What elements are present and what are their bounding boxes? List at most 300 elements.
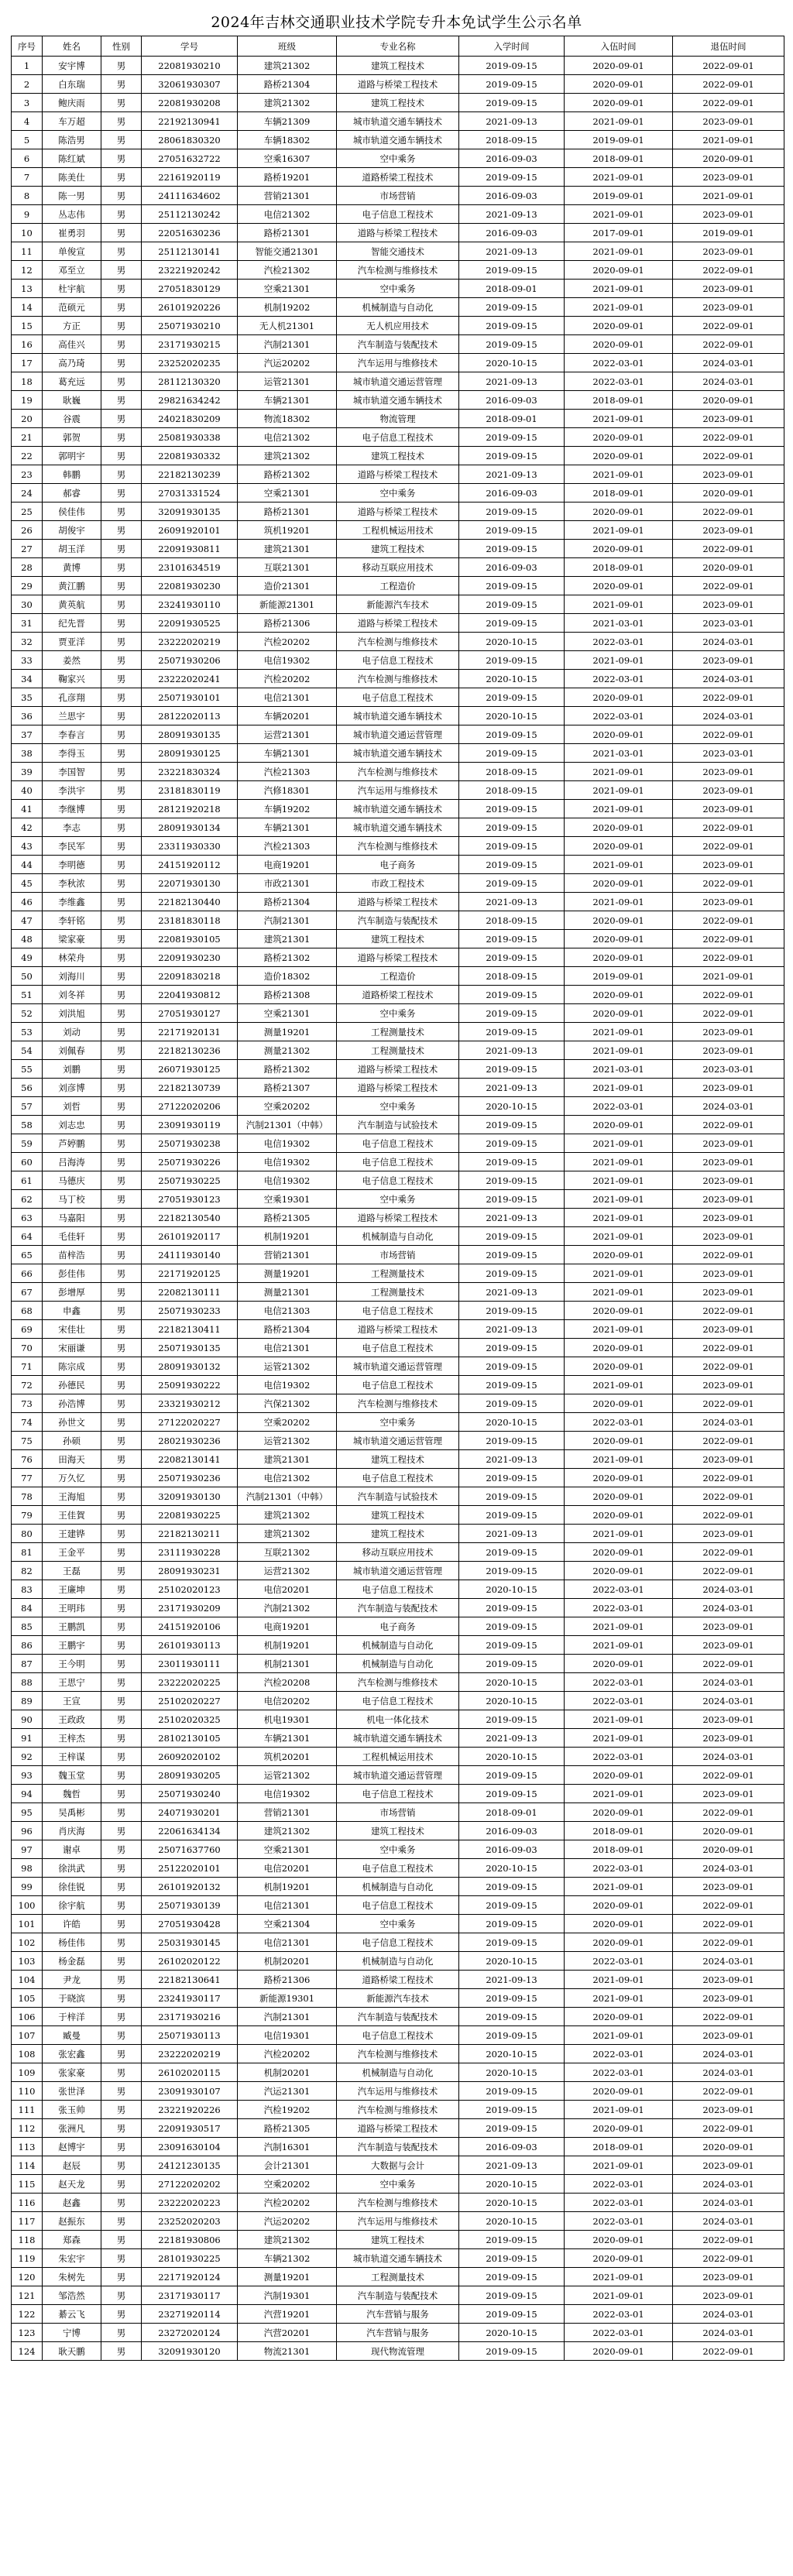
cell-name: 陈红斌 bbox=[43, 149, 101, 168]
cell-enlist-date: 2018-09-01 bbox=[565, 391, 673, 410]
cell-enroll-date: 2019-09-15 bbox=[459, 577, 565, 595]
cell-major: 空中乘务 bbox=[337, 1190, 459, 1209]
cell-enlist-date: 2021-09-01 bbox=[565, 1450, 673, 1469]
cell-class: 运管21301 bbox=[238, 372, 337, 391]
cell-enlist-date: 2021-03-01 bbox=[565, 614, 673, 633]
table-row bbox=[12, 2212, 784, 2231]
cell-index: 31 bbox=[12, 614, 43, 633]
cell-discharge-date: 2021-09-01 bbox=[673, 131, 784, 149]
cell-enroll-date: 2019-09-15 bbox=[459, 1766, 565, 1785]
cell-enlist-date: 2022-03-01 bbox=[565, 2175, 673, 2194]
table-row bbox=[12, 2045, 784, 2063]
cell-enlist-date: 2021-09-01 bbox=[565, 1209, 673, 1227]
cell-student-id: 28091930205 bbox=[142, 1766, 238, 1785]
cell-index: 57 bbox=[12, 1097, 43, 1116]
cell-gender: 男 bbox=[101, 280, 142, 298]
cell-enlist-date: 2020-09-01 bbox=[565, 1432, 673, 1450]
cell-class: 路桥21304 bbox=[238, 75, 337, 94]
cell-gender: 男 bbox=[101, 2268, 142, 2286]
cell-student-id: 28091930231 bbox=[142, 1562, 238, 1580]
cell-name: 尹龙 bbox=[43, 1971, 101, 1989]
table-row bbox=[12, 1710, 784, 1729]
cell-enroll-date: 2020-10-15 bbox=[459, 354, 565, 372]
cell-enroll-date: 2020-10-15 bbox=[459, 2324, 565, 2342]
table-body bbox=[12, 57, 784, 2361]
cell-enlist-date: 2020-09-01 bbox=[565, 725, 673, 744]
cell-major: 电子信息工程技术 bbox=[337, 1692, 459, 1710]
cell-major: 物流管理 bbox=[337, 410, 459, 428]
cell-gender: 男 bbox=[101, 1896, 142, 1915]
cell-class: 机电19301 bbox=[238, 1710, 337, 1729]
cell-enlist-date: 2021-09-01 bbox=[565, 1023, 673, 1041]
cell-class: 汽制21301（中韩） bbox=[238, 1116, 337, 1134]
cell-enlist-date: 2020-09-01 bbox=[565, 1915, 673, 1933]
cell-discharge-date: 2022-09-01 bbox=[673, 94, 784, 112]
cell-enroll-date: 2019-09-15 bbox=[459, 2249, 565, 2268]
cell-student-id: 26071930125 bbox=[142, 1060, 238, 1079]
cell-enroll-date: 2020-10-15 bbox=[459, 1413, 565, 1432]
cell-enlist-date: 2021-09-01 bbox=[565, 1729, 673, 1748]
cell-index: 12 bbox=[12, 261, 43, 280]
cell-student-id: 23171930209 bbox=[142, 1599, 238, 1617]
cell-enroll-date: 2018-09-15 bbox=[459, 131, 565, 149]
cell-enroll-date: 2016-09-03 bbox=[459, 2138, 565, 2156]
cell-discharge-date: 2022-09-01 bbox=[673, 1339, 784, 1357]
cell-major: 汽车运用与维修技术 bbox=[337, 2212, 459, 2231]
cell-enroll-date: 2019-09-15 bbox=[459, 1116, 565, 1134]
cell-major: 道路与桥梁工程技术 bbox=[337, 614, 459, 633]
cell-enroll-date: 2019-09-15 bbox=[459, 837, 565, 856]
cell-class: 测量19201 bbox=[238, 1023, 337, 1041]
cell-name: 王政政 bbox=[43, 1710, 101, 1729]
cell-index: 88 bbox=[12, 1673, 43, 1692]
cell-enroll-date: 2018-09-01 bbox=[459, 410, 565, 428]
cell-major: 新能源汽车技术 bbox=[337, 1989, 459, 2008]
cell-name: 魏哲 bbox=[43, 1785, 101, 1803]
table-row bbox=[12, 1840, 784, 1859]
cell-name: 高佳兴 bbox=[43, 335, 101, 354]
cell-enlist-date: 2020-09-01 bbox=[565, 1562, 673, 1580]
cell-gender: 男 bbox=[101, 1599, 142, 1617]
cell-name: 杨佳伟 bbox=[43, 1933, 101, 1952]
cell-enlist-date: 2021-09-01 bbox=[565, 1636, 673, 1655]
cell-class: 营销21301 bbox=[238, 1803, 337, 1822]
cell-major: 电子信息工程技术 bbox=[337, 1933, 459, 1952]
cell-major: 城市轨道交通车辆技术 bbox=[337, 131, 459, 149]
cell-gender: 男 bbox=[101, 131, 142, 149]
cell-name: 刘哲 bbox=[43, 1097, 101, 1116]
cell-class: 空乘20202 bbox=[238, 1097, 337, 1116]
table-row bbox=[12, 1264, 784, 1283]
cell-major: 城市轨道交通运营管理 bbox=[337, 1432, 459, 1450]
cell-name: 孙硕 bbox=[43, 1432, 101, 1450]
cell-class: 路桥21307 bbox=[238, 1079, 337, 1097]
cell-major: 无人机应用技术 bbox=[337, 317, 459, 335]
cell-index: 70 bbox=[12, 1339, 43, 1357]
cell-enroll-date: 2020-10-15 bbox=[459, 2212, 565, 2231]
cell-discharge-date: 2023-09-01 bbox=[673, 893, 784, 911]
cell-major: 机械制造与自动化 bbox=[337, 2063, 459, 2082]
cell-name: 胡俊宇 bbox=[43, 521, 101, 540]
cell-class: 汽制21301 bbox=[238, 335, 337, 354]
cell-class: 机制19201 bbox=[238, 1227, 337, 1246]
cell-enlist-date: 2020-09-01 bbox=[565, 2342, 673, 2361]
cell-enroll-date: 2019-09-15 bbox=[459, 651, 565, 670]
cell-major: 电子信息工程技术 bbox=[337, 1302, 459, 1320]
header-discharge-date: 退伍时间 bbox=[673, 36, 784, 57]
cell-gender: 男 bbox=[101, 465, 142, 484]
cell-student-id: 22082130111 bbox=[142, 1283, 238, 1302]
cell-discharge-date: 2022-09-01 bbox=[673, 1896, 784, 1915]
cell-major: 汽车制造与装配技术 bbox=[337, 2286, 459, 2305]
table-row bbox=[12, 1432, 784, 1450]
cell-discharge-date: 2023-09-01 bbox=[673, 465, 784, 484]
header-student-id: 学号 bbox=[142, 36, 238, 57]
cell-enlist-date: 2022-03-01 bbox=[565, 2212, 673, 2231]
cell-discharge-date: 2023-09-01 bbox=[673, 242, 784, 261]
cell-class: 建筑21302 bbox=[238, 94, 337, 112]
table-row bbox=[12, 1896, 784, 1915]
table-row bbox=[12, 1153, 784, 1171]
cell-name: 崔勇羽 bbox=[43, 224, 101, 242]
table-row bbox=[12, 1487, 784, 1506]
cell-student-id: 22081930332 bbox=[142, 447, 238, 465]
cell-major: 道路与桥梁工程技术 bbox=[337, 465, 459, 484]
cell-class: 新能源21301 bbox=[238, 595, 337, 614]
cell-name: 赵鑫 bbox=[43, 2194, 101, 2212]
cell-discharge-date: 2024-03-01 bbox=[673, 633, 784, 651]
cell-discharge-date: 2022-09-01 bbox=[673, 75, 784, 94]
cell-class: 汽检20202 bbox=[238, 633, 337, 651]
cell-discharge-date: 2024-03-01 bbox=[673, 2063, 784, 2082]
student-roster-table bbox=[11, 36, 784, 2361]
cell-discharge-date: 2020-09-01 bbox=[673, 2138, 784, 2156]
cell-enlist-date: 2020-09-01 bbox=[565, 503, 673, 521]
cell-enroll-date: 2019-09-15 bbox=[459, 1933, 565, 1952]
cell-student-id: 27051632722 bbox=[142, 149, 238, 168]
cell-discharge-date: 2023-09-01 bbox=[673, 1134, 784, 1153]
cell-student-id: 23091630104 bbox=[142, 2138, 238, 2156]
cell-enlist-date: 2021-03-01 bbox=[565, 1060, 673, 1079]
cell-student-id: 27122020227 bbox=[142, 1413, 238, 1432]
cell-enroll-date: 2019-09-15 bbox=[459, 2286, 565, 2305]
cell-name: 陈一男 bbox=[43, 187, 101, 205]
cell-gender: 男 bbox=[101, 1469, 142, 1487]
table-row bbox=[12, 149, 784, 168]
cell-discharge-date: 2022-09-01 bbox=[673, 2082, 784, 2101]
table-row bbox=[12, 1413, 784, 1432]
cell-major: 建筑工程技术 bbox=[337, 1450, 459, 1469]
cell-major: 道路桥梁工程技术 bbox=[337, 1971, 459, 1989]
cell-enlist-date: 2020-09-01 bbox=[565, 75, 673, 94]
cell-discharge-date: 2024-03-01 bbox=[673, 707, 784, 725]
cell-index: 122 bbox=[12, 2305, 43, 2324]
cell-name: 林荣舟 bbox=[43, 948, 101, 967]
table-row bbox=[12, 781, 784, 800]
cell-student-id: 25071930210 bbox=[142, 317, 238, 335]
cell-enlist-date: 2020-09-01 bbox=[565, 911, 673, 930]
table-row bbox=[12, 261, 784, 280]
cell-gender: 男 bbox=[101, 1283, 142, 1302]
cell-gender: 男 bbox=[101, 1134, 142, 1153]
cell-gender: 男 bbox=[101, 428, 142, 447]
cell-enroll-date: 2021-09-13 bbox=[459, 1450, 565, 1469]
cell-name: 马德庆 bbox=[43, 1171, 101, 1190]
cell-enlist-date: 2021-09-01 bbox=[565, 2286, 673, 2305]
cell-class: 汽制21302 bbox=[238, 1599, 337, 1617]
table-row bbox=[12, 1376, 784, 1394]
cell-enroll-date: 2019-09-15 bbox=[459, 447, 565, 465]
table-row bbox=[12, 2231, 784, 2249]
cell-enroll-date: 2019-09-15 bbox=[459, 1896, 565, 1915]
table-row bbox=[12, 1785, 784, 1803]
cell-enroll-date: 2019-09-15 bbox=[459, 800, 565, 818]
cell-student-id: 23171930215 bbox=[142, 335, 238, 354]
cell-enroll-date: 2019-09-15 bbox=[459, 874, 565, 893]
table-row bbox=[12, 205, 784, 224]
cell-class: 空乘21301 bbox=[238, 1004, 337, 1023]
cell-enlist-date: 2022-03-01 bbox=[565, 372, 673, 391]
cell-major: 电子信息工程技术 bbox=[337, 1469, 459, 1487]
cell-gender: 男 bbox=[101, 1060, 142, 1079]
table-row bbox=[12, 1023, 784, 1041]
cell-name: 臧曼 bbox=[43, 2026, 101, 2045]
cell-gender: 男 bbox=[101, 1302, 142, 1320]
cell-index: 51 bbox=[12, 986, 43, 1004]
cell-major: 汽车制造与试验技术 bbox=[337, 1116, 459, 1134]
cell-index: 81 bbox=[12, 1543, 43, 1562]
cell-index: 41 bbox=[12, 800, 43, 818]
cell-enroll-date: 2019-09-15 bbox=[459, 168, 565, 187]
cell-gender: 男 bbox=[101, 57, 142, 75]
cell-student-id: 25102020227 bbox=[142, 1692, 238, 1710]
cell-name: 苗梓浩 bbox=[43, 1246, 101, 1264]
cell-student-id: 26101930113 bbox=[142, 1636, 238, 1655]
cell-enlist-date: 2021-09-01 bbox=[565, 2101, 673, 2119]
cell-class: 电信21302 bbox=[238, 205, 337, 224]
cell-gender: 男 bbox=[101, 521, 142, 540]
table-row bbox=[12, 1283, 784, 1302]
cell-enroll-date: 2021-09-13 bbox=[459, 372, 565, 391]
cell-class: 汽制21301 bbox=[238, 911, 337, 930]
cell-gender: 男 bbox=[101, 1655, 142, 1673]
cell-major: 城市轨道交通车辆技术 bbox=[337, 818, 459, 837]
cell-class: 车辆21309 bbox=[238, 112, 337, 131]
table-row bbox=[12, 1525, 784, 1543]
cell-gender: 男 bbox=[101, 651, 142, 670]
cell-enlist-date: 2020-09-01 bbox=[565, 428, 673, 447]
cell-enlist-date: 2021-09-01 bbox=[565, 1283, 673, 1302]
cell-major: 工程造价 bbox=[337, 967, 459, 986]
cell-index: 109 bbox=[12, 2063, 43, 2082]
cell-enlist-date: 2021-09-01 bbox=[565, 1525, 673, 1543]
cell-gender: 男 bbox=[101, 1023, 142, 1041]
table-row bbox=[12, 2305, 784, 2324]
cell-class: 电信21301 bbox=[238, 1896, 337, 1915]
cell-enroll-date: 2019-09-15 bbox=[459, 1432, 565, 1450]
table-row bbox=[12, 2119, 784, 2138]
table-row bbox=[12, 2324, 784, 2342]
cell-major: 工程机械运用技术 bbox=[337, 521, 459, 540]
cell-student-id: 22091830218 bbox=[142, 967, 238, 986]
table-row bbox=[12, 224, 784, 242]
cell-major: 城市轨道交通车辆技术 bbox=[337, 800, 459, 818]
table-row bbox=[12, 1394, 784, 1413]
cell-class: 汽运21301 bbox=[238, 2082, 337, 2101]
cell-index: 29 bbox=[12, 577, 43, 595]
cell-index: 19 bbox=[12, 391, 43, 410]
cell-class: 营销21301 bbox=[238, 187, 337, 205]
cell-enroll-date: 2019-09-15 bbox=[459, 1004, 565, 1023]
cell-major: 城市轨道交通运营管理 bbox=[337, 1562, 459, 1580]
cell-index: 22 bbox=[12, 447, 43, 465]
cell-student-id: 25122020101 bbox=[142, 1859, 238, 1878]
cell-class: 电信19302 bbox=[238, 651, 337, 670]
cell-name: 安宇博 bbox=[43, 57, 101, 75]
cell-major: 汽车制造与装配技术 bbox=[337, 911, 459, 930]
table-row bbox=[12, 818, 784, 837]
cell-gender: 男 bbox=[101, 540, 142, 558]
cell-enlist-date: 2022-03-01 bbox=[565, 670, 673, 688]
cell-enroll-date: 2020-10-15 bbox=[459, 670, 565, 688]
cell-index: 102 bbox=[12, 1933, 43, 1952]
cell-index: 36 bbox=[12, 707, 43, 725]
cell-enlist-date: 2021-09-01 bbox=[565, 410, 673, 428]
cell-enroll-date: 2018-09-15 bbox=[459, 763, 565, 781]
cell-student-id: 26101920132 bbox=[142, 1878, 238, 1896]
cell-index: 40 bbox=[12, 781, 43, 800]
cell-gender: 男 bbox=[101, 2082, 142, 2101]
cell-enroll-date: 2020-10-15 bbox=[459, 1692, 565, 1710]
cell-discharge-date: 2021-09-01 bbox=[673, 187, 784, 205]
cell-enlist-date: 2018-09-01 bbox=[565, 1822, 673, 1840]
cell-name: 孔彦翔 bbox=[43, 688, 101, 707]
cell-gender: 男 bbox=[101, 1989, 142, 2008]
cell-student-id: 28021930236 bbox=[142, 1432, 238, 1450]
cell-major: 城市轨道交通运营管理 bbox=[337, 1357, 459, 1376]
cell-index: 74 bbox=[12, 1413, 43, 1432]
cell-enlist-date: 2021-09-01 bbox=[565, 1079, 673, 1097]
cell-enroll-date: 2019-09-15 bbox=[459, 1153, 565, 1171]
cell-student-id: 23222020225 bbox=[142, 1673, 238, 1692]
cell-name: 孙浩博 bbox=[43, 1394, 101, 1413]
cell-index: 119 bbox=[12, 2249, 43, 2268]
cell-major: 电子信息工程技术 bbox=[337, 2026, 459, 2045]
cell-discharge-date: 2022-09-01 bbox=[673, 1562, 784, 1580]
cell-discharge-date: 2023-09-01 bbox=[673, 1636, 784, 1655]
cell-discharge-date: 2023-09-01 bbox=[673, 2156, 784, 2175]
cell-major: 汽车检测与维修技术 bbox=[337, 2194, 459, 2212]
cell-gender: 男 bbox=[101, 986, 142, 1004]
cell-enroll-date: 2021-09-13 bbox=[459, 1079, 565, 1097]
cell-enlist-date: 2021-09-01 bbox=[565, 242, 673, 261]
cell-index: 47 bbox=[12, 911, 43, 930]
cell-name: 张宏鑫 bbox=[43, 2045, 101, 2063]
cell-class: 车辆21302 bbox=[238, 2249, 337, 2268]
cell-discharge-date: 2022-09-01 bbox=[673, 1543, 784, 1562]
cell-index: 15 bbox=[12, 317, 43, 335]
cell-major: 电子商务 bbox=[337, 1617, 459, 1636]
cell-class: 电信19302 bbox=[238, 1153, 337, 1171]
cell-gender: 男 bbox=[101, 372, 142, 391]
cell-name: 黄英航 bbox=[43, 595, 101, 614]
cell-name: 芦婷鹏 bbox=[43, 1134, 101, 1153]
cell-enroll-date: 2019-09-15 bbox=[459, 2305, 565, 2324]
cell-name: 赵博宇 bbox=[43, 2138, 101, 2156]
cell-enroll-date: 2019-09-15 bbox=[459, 75, 565, 94]
cell-enlist-date: 2022-03-01 bbox=[565, 354, 673, 372]
cell-name: 李秋浓 bbox=[43, 874, 101, 893]
cell-gender: 男 bbox=[101, 1320, 142, 1339]
cell-discharge-date: 2023-09-01 bbox=[673, 1227, 784, 1246]
cell-student-id: 23222020223 bbox=[142, 2194, 238, 2212]
cell-gender: 男 bbox=[101, 1264, 142, 1283]
cell-student-id: 26101920117 bbox=[142, 1227, 238, 1246]
cell-gender: 男 bbox=[101, 2008, 142, 2026]
cell-gender: 男 bbox=[101, 1636, 142, 1655]
table-row bbox=[12, 75, 784, 94]
cell-student-id: 22081930208 bbox=[142, 94, 238, 112]
cell-class: 电信20201 bbox=[238, 1580, 337, 1599]
cell-student-id: 22081930105 bbox=[142, 930, 238, 948]
cell-discharge-date: 2022-09-01 bbox=[673, 1803, 784, 1822]
cell-enroll-date: 2019-09-15 bbox=[459, 261, 565, 280]
cell-name: 葛充远 bbox=[43, 372, 101, 391]
cell-major: 工程测量技术 bbox=[337, 1283, 459, 1302]
cell-discharge-date: 2023-09-01 bbox=[673, 1171, 784, 1190]
cell-enroll-date: 2019-09-15 bbox=[459, 1190, 565, 1209]
cell-enlist-date: 2021-09-01 bbox=[565, 1710, 673, 1729]
cell-enlist-date: 2018-09-01 bbox=[565, 149, 673, 168]
cell-enroll-date: 2019-09-15 bbox=[459, 2101, 565, 2119]
cell-class: 互联21301 bbox=[238, 558, 337, 577]
cell-name: 姜然 bbox=[43, 651, 101, 670]
cell-discharge-date: 2024-03-01 bbox=[673, 2212, 784, 2231]
cell-gender: 男 bbox=[101, 1376, 142, 1394]
cell-gender: 男 bbox=[101, 763, 142, 781]
cell-discharge-date: 2020-09-01 bbox=[673, 558, 784, 577]
header-name: 姓名 bbox=[43, 36, 101, 57]
cell-discharge-date: 2024-03-01 bbox=[673, 354, 784, 372]
cell-enroll-date: 2016-09-03 bbox=[459, 484, 565, 503]
cell-class: 汽检20202 bbox=[238, 2045, 337, 2063]
cell-name: 肖庆海 bbox=[43, 1822, 101, 1840]
cell-enroll-date: 2020-10-15 bbox=[459, 1748, 565, 1766]
table-row bbox=[12, 1617, 784, 1636]
cell-enroll-date: 2019-09-15 bbox=[459, 335, 565, 354]
cell-index: 14 bbox=[12, 298, 43, 317]
cell-enlist-date: 2020-09-01 bbox=[565, 1116, 673, 1134]
cell-enlist-date: 2021-09-01 bbox=[565, 595, 673, 614]
cell-gender: 男 bbox=[101, 1246, 142, 1264]
cell-discharge-date: 2022-09-01 bbox=[673, 837, 784, 856]
cell-major: 移动互联应用技术 bbox=[337, 558, 459, 577]
header-enlist-date: 入伍时间 bbox=[565, 36, 673, 57]
cell-student-id: 22182130540 bbox=[142, 1209, 238, 1227]
cell-major: 大数据与会计 bbox=[337, 2156, 459, 2175]
cell-class: 路桥21306 bbox=[238, 1971, 337, 1989]
cell-major: 汽车检测与维修技术 bbox=[337, 1673, 459, 1692]
cell-major: 市场营销 bbox=[337, 187, 459, 205]
cell-name: 朱树先 bbox=[43, 2268, 101, 2286]
cell-gender: 男 bbox=[101, 354, 142, 372]
cell-gender: 男 bbox=[101, 1580, 142, 1599]
cell-enroll-date: 2019-09-15 bbox=[459, 94, 565, 112]
cell-enlist-date: 2018-09-01 bbox=[565, 1840, 673, 1859]
cell-name: 李继博 bbox=[43, 800, 101, 818]
cell-gender: 男 bbox=[101, 2324, 142, 2342]
cell-index: 95 bbox=[12, 1803, 43, 1822]
